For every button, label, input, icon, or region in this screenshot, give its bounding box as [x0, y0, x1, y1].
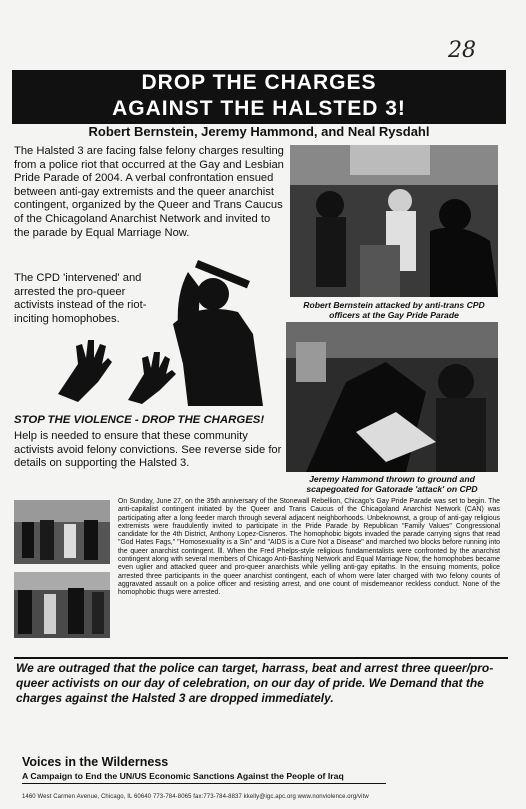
page-number: 28 — [448, 38, 476, 63]
cpd-paragraph: The CPD 'intervened' and arrested the pro-queer activists instead of the riot-inciting homophobes. — [14, 272, 147, 325]
photo-caption-1: Robert Bernstein attacked by anti-trans CPD officers at the Gay Pride Parade — [303, 300, 485, 320]
headline-line-1: DROP THE CHARGES — [141, 71, 377, 94]
photo-hammond-thrown — [286, 322, 498, 472]
org-contact-line: 1460 West Carmen Avenue, Chicago, IL 60640 773-784-8065 fax:773-784-8837 kkelly@igc.apc.org www.nonviolence.org/vitw — [22, 794, 369, 800]
intro-paragraph: The Halsted 3 are facing false felony charges resulting from a police riot that occurred at the Gay and Lesbian Pride Parade of 2004. A verbal confrontation ensued between anti-gay extremists and the queer anarchist contingent, organized by the Queer and Trans Caucus of the Chicagoland Anarchist Network and invited to the parade by Equal Marriage Now. — [14, 145, 284, 239]
org-underline — [22, 783, 386, 784]
story-paragraph: On Sunday, June 27, on the 35th anniversary of the Stonewall Rebellion, Chicago's Gay Pride Parade was set to begin. The anti-capitalist contingent initiated by the Queer and Trans Caucus of the Chicagoland Anarchist Network (CAN) was participating after a long feeder march through several adjacent neighborhoods. Unbeknownst, a group of anti-gay religious extremists were fraudulently invited to participate in the Pride Parade by Republican "Family Values" Congressional candidate for the 4th District, Anthony Lopez-Cisneros. The homophobic bigots invaded the parade carrying signs that read "God Hates Fags," "Homosexuality is a Sin" and "AIDS is a Cure Not a Disease" and marched two blocks before running into the queer anarchist contingent. lll. When the Fred Phelps-style religious fundamentalists were confronted by the anarchist contingent along with several members of Chicago Anti-Bashing Network and Equal Marriage Now, the homophobes became even uglier and attacked queer and pro-queer anarchists while yelling anti-gay epitaths. In the ensuing moments, police arrested three participants in the queer anarchist contingent, each of whom were later charged with two felony counts of aggravated assault on a police officer and resisting arrest, and one count of misdemeanor reckless conduct. None of the homophobic thugs were arrested. — [118, 498, 500, 597]
photo-parade-crowd-2 — [14, 572, 110, 638]
photo-bernstein-attacked — [290, 145, 498, 297]
defendant-names: Robert Bernstein, Jeremy Hammond, and Neal Rysdahl — [88, 124, 430, 139]
photo-caption-2: Jeremy Hammond thrown to ground and scapegoated for Gatorade 'attack' on CPD — [306, 474, 478, 494]
outraged-statement: We are outraged that the police can target, harrass, beat and arrest three queer/pro-queer activists on our day of celebration, on our day of pride. We Demand that the charges against the Halsted 3 are dropped immediately. — [16, 661, 494, 705]
police-silhouette-graphic — [48, 254, 284, 406]
headline-line-2: AGAINST THE HALSTED 3! — [112, 97, 406, 120]
divider-rule — [14, 657, 508, 659]
photo-parade-crowd-1 — [14, 500, 110, 564]
headline-banner — [12, 70, 506, 124]
org-name: Voices in the Wilderness — [22, 755, 169, 769]
stop-violence-heading: STOP THE VIOLENCE - DROP THE CHARGES! — [14, 414, 265, 426]
help-paragraph: Help is needed to ensure that these community activists avoid felony convictions. See reverse side for details on supporting the Halsted 3. — [14, 430, 282, 470]
org-tagline: A Campaign to End the UN/US Economic Sanctions Against the People of Iraq — [22, 771, 344, 781]
